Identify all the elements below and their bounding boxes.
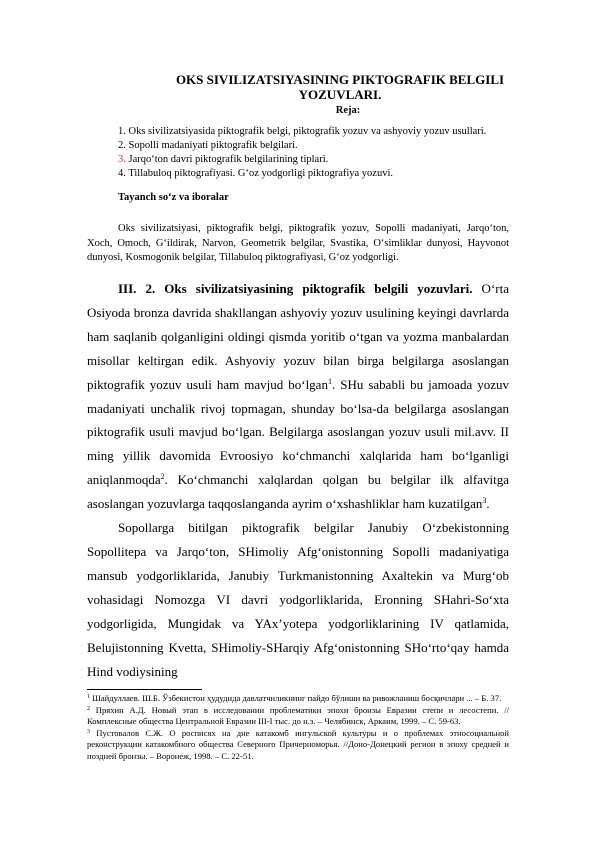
plan-label: Reja: bbox=[335, 105, 361, 116]
footnote-divider bbox=[87, 689, 202, 690]
plan-item-text: Sopolli madaniyati piktografik belgilari. bbox=[128, 140, 298, 151]
footnote-ref[interactable]: 1 bbox=[327, 376, 332, 386]
footnote bbox=[87, 705, 509, 728]
plan-item bbox=[118, 167, 558, 181]
main-text bbox=[87, 277, 509, 683]
footnotes bbox=[87, 693, 509, 763]
plan-item-text: Jarqo‘ton davri piktografik belgilarining tiplari. bbox=[128, 154, 329, 165]
plan-list bbox=[118, 125, 558, 181]
plan-item-number: 1. bbox=[118, 126, 126, 137]
paragraph-text: . Ko‘chmanchi xalqlardan qolgan bu belgilar ilk alfavitga asoslangan yozuvlarga taqqoslanganda ayrim o‘xshashliklar ham kuzatilgan bbox=[87, 472, 509, 512]
plan-item-text: Tillabuloq piktografiyasi. G‘oz yodgorligi piktografiya yozuvi. bbox=[128, 168, 394, 179]
plan-item-number: 2. bbox=[118, 140, 126, 151]
plan-item-text: Oks sivilizatsiyasida piktografik belgi, piktografik yozuv va ashyoviy yozuv usullari. bbox=[128, 126, 487, 137]
plan-item bbox=[118, 125, 558, 139]
footnote-ref[interactable]: 2 bbox=[160, 472, 165, 482]
footnote-text: Пряхин А.Д. Новый этап в исследовании проблематики эпохи бронзы Евразии степи и лесостепи. // Комплексные общества Центральной Евразии III-I тыс. до н.э. – Челябинск, Аркаим, 1999. – С. 59-63. bbox=[87, 704, 509, 727]
paragraph-text: . SHu sababli bu jamoada yozuv madaniyati unchalik rivoj topmagan, shunday bo‘lsa-da belgilarga asoslangan piktografik usuli mavjud bo‘lgan. Belgilarga asoslangan yozuv usuli mil.avv. II ming yillik davomida Evroosiyo ko‘chmanchi xalqlarida ham bo‘lganligi aniqlanmoqda bbox=[87, 376, 509, 488]
footnote-text: Пустовалов С.Ж. О росписях на дне катакомб ингульской культуры и о проблемах этносоциальной реконструкции катакомбного общества Северного Причерноморья. //Доно-Донецкий регион в эпоху средней и поздней бронзы. – Воронеж, 1998. – С. 22-51. bbox=[87, 727, 509, 761]
footnote-number: 3 bbox=[87, 728, 90, 735]
keywords-heading: Tayanch so‘z va iboralar bbox=[118, 192, 229, 203]
footnote-ref[interactable]: 3 bbox=[482, 496, 487, 506]
footnote-number: 2 bbox=[87, 705, 90, 712]
plan-item-number: 3. bbox=[118, 154, 126, 165]
footnote-number: 1 bbox=[87, 694, 90, 700]
body-paragraph: Sopollarga bitilgan piktografik belgilar Janubiy O‘zbekistonning Sopollitepa va Jarqo‘ton, SHimoliy Afg‘onistonning Sopolli madaniyatiga mansub yodgorliklarida, Janubiy Turkmanistonning Axaltekin va Murg‘ob vohasidagi Nomozga VI davri yodgorliklarida, Eronning SHahri-So‘xta yodgorligida, Mungidak va YAx’yotepa yodgorliklarining IV qatlamida, Belujistonning Kvetta, SHimoliy-SHarqiy Afg‘onistonning SHo‘rto‘qay hamda Hind vodiysining bbox=[87, 520, 509, 679]
body-paragraph bbox=[87, 277, 509, 516]
plan-item bbox=[118, 153, 558, 167]
paragraph-text: . bbox=[486, 496, 490, 512]
plan-item-number: 4. bbox=[118, 168, 126, 179]
section-heading: III. 2. Oks sivilizatsiyasining piktografik belgili yozuvlari. bbox=[118, 281, 473, 296]
footnote-text: Шайдуллаев. Ш.Б. Ўзбекистон ҳудудида давлатчиликнинг пайдо бўлиши ва ривожланиш босқичлари ... – Б. 37. bbox=[90, 693, 502, 703]
paragraph-text: O‘rta Osiyoda bronza davrida shakllangan ashyoviy yozuv usulining keyingi davrlarda ham saqlanib qolganligini oldingi qismda yoritib o‘tgan va yozma manbalardan misollar keltirgan edik. Ashyoviy yozuv bilan birga belgilarga asoslangan piktografik yozuv usuli ham mavjud bo‘lgan bbox=[87, 281, 509, 392]
keywords-paragraph: Oks sivilizatsiyasi, piktografik belgi, piktografik yozuv, Sopolli madaniyati, Jarqo‘ton, Xoch, Omoch, G‘ildirak, Narvon, Geometrik belgilar, Svastika, O‘simliklar dunyosi, Hayvonot dunyosi, Kosmogonik belgilar, Tillabuloq piktografiyasi, G‘oz yodgorligi. bbox=[87, 223, 509, 264]
footnote bbox=[87, 693, 509, 705]
footnote bbox=[87, 728, 509, 763]
document-title: OKS SIVILIZATSIYASINING PIKTOGRAFIK BELGILI YOZUVLARI. bbox=[175, 72, 505, 102]
plan-item bbox=[118, 139, 558, 153]
